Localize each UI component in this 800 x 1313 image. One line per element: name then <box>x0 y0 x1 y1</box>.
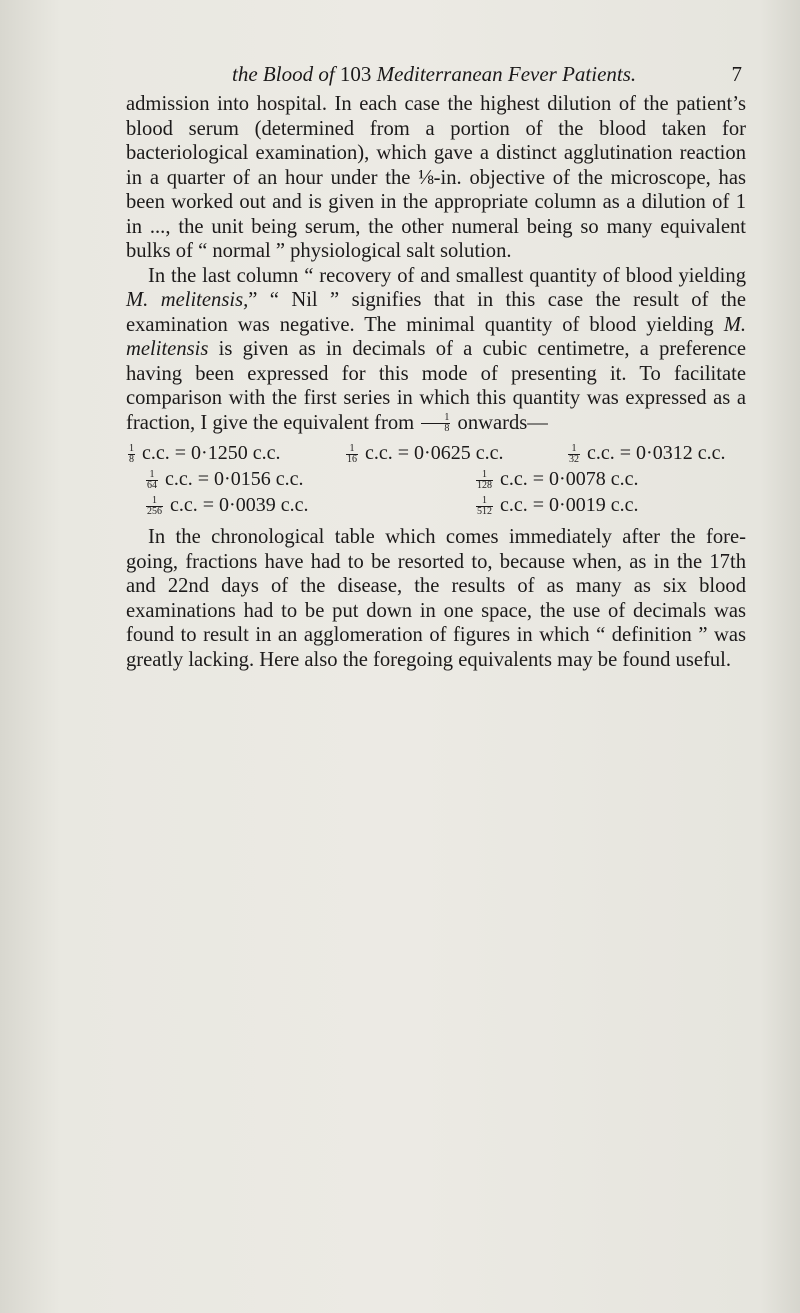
species-name-1: M. melitensis, <box>126 289 249 311</box>
header-blood: Blood <box>262 62 314 86</box>
page-number: 7 <box>731 62 742 86</box>
equivalent-row: $\frac{1}{16}$ c.c. = 0·0625 c.c. <box>347 442 504 465</box>
header-the: the <box>232 62 258 86</box>
body-text <box>126 92 746 672</box>
paragraph-3: In the chronological table which comes immediately after the fore-going, fractions have had to be resorted to, because when, as in the 17th and 22nd days of the disease, the results of as many as six blood examinations had to be put down in one space, the use of decimals was found to result in an agglomeration of figures in which “ definition ” was greatly lacking. Here also the foregoing equivalents may be found useful. <box>126 526 746 671</box>
species-name-2: M. melitensis <box>126 313 746 360</box>
paragraph-2-part-f: onwards— <box>457 411 548 434</box>
header-number: 103 <box>339 62 372 86</box>
equivalent-row: $\frac{1}{64}$ c.c. = 0·0156 c.c. <box>147 468 304 491</box>
paragraph-2-part-e: is given as in decimals of a cubic centimetre, a preference having been expressed for this mode of presenting it. To facilitate comparison with the first series in which this quantity was expressed as a fraction, I give the equivalent from <box>126 338 746 434</box>
paragraph-2 <box>126 264 746 436</box>
equivalent-row: $\frac{1}{32}$ c.c. = 0·0312 c.c. <box>569 442 726 465</box>
equivalent-row: $\frac{1}{128}$ c.c. = 0·0078 c.c. <box>477 468 639 491</box>
paragraph-2-part-a: In the last column “ recovery of and smallest quantity of blood yielding <box>148 264 746 287</box>
paragraph-2-part-c: ” “ Nil ” signifies that in this case the result of the examination was negative. The minimal quantity of blood yielding <box>126 289 746 336</box>
running-header <box>232 62 742 87</box>
equivalent-row: $\frac{1}{512}$ c.c. = 0·0019 c.c. <box>477 494 639 517</box>
equivalent-row: $\frac{1}{256}$ c.c. = 0·0039 c.c. <box>147 494 309 517</box>
equivalents-table <box>126 441 746 519</box>
equivalent-row: $\frac{1}{8}$ c.c. = 0·1250 c.c. <box>129 442 281 465</box>
header-of: of <box>318 62 335 86</box>
header-rest: Mediterranean Fever Patients. <box>376 62 637 86</box>
paragraph-1: admission into hospital. In each case the highest dilution of the patient’s blood serum (determined from a portion of the blood taken for bacteriological examination), which gave a distinct agglutination reaction in a quarter of an hour under the ⅛-in. objective of the microscope, has been worked out and is given in the appropriate column as a dilution of 1 in ..., the unit being serum, the other numeral being so many equivalent bulks of “ normal ” physiological salt solution. <box>126 93 746 262</box>
inline-fraction: $\frac{1}{8}$ <box>421 413 450 434</box>
